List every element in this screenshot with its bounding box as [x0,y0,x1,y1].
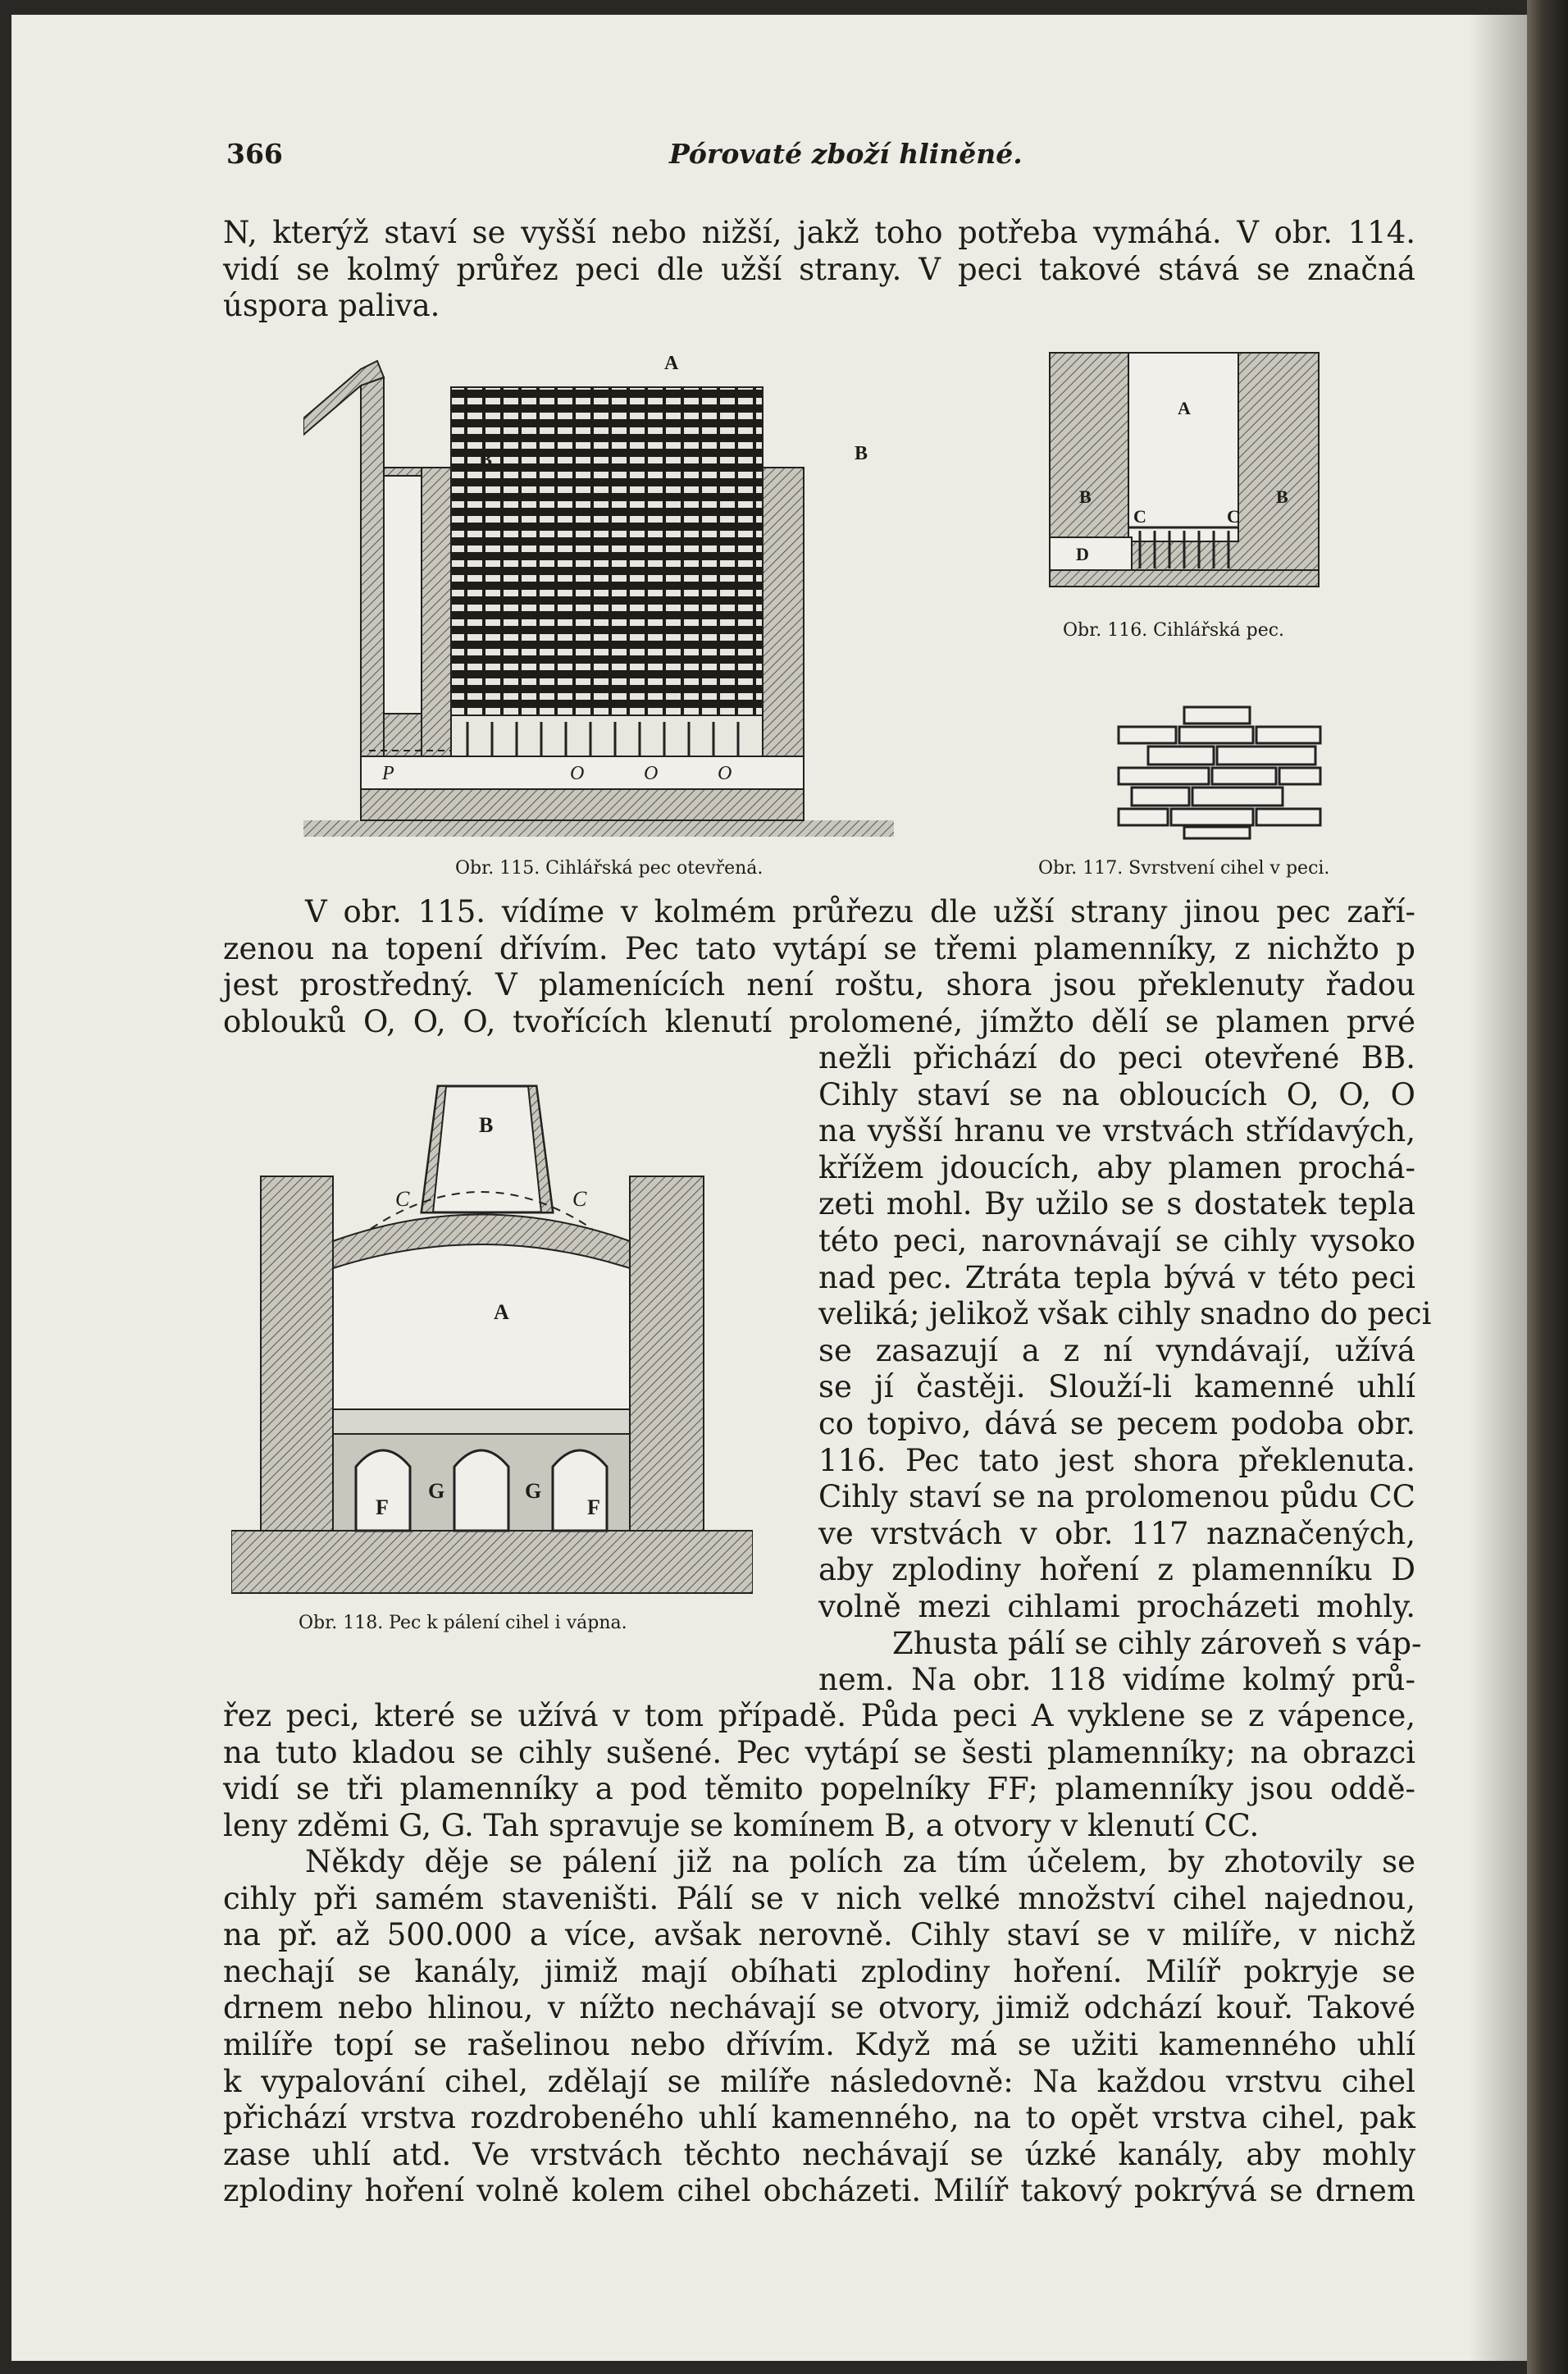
label-o-3: O [718,763,732,784]
text-line: křížem jdoucích, aby plamen prochá- [818,1149,1415,1185]
page-number: 366 [226,138,283,170]
text-line: jest prostředný. V plamenících není roštu, shora jsou překlenuty řadou [223,967,1415,1003]
label-b-left: B [479,450,493,471]
figure-115-kiln-open [303,336,899,837]
text-line: na vyšší hranu ve vrstvách střídavých, [818,1113,1415,1149]
figure-117-caption: Obr. 117. Svrstvení cihel v peci. [1038,858,1330,879]
label-b-right: B [1276,486,1288,507]
figure-117-brick-stacking [1115,704,1325,842]
text-line: zase uhlí atd. Ve vrstvách těchto nechávají se úzké kanály, aby mohly [223,2136,1415,2172]
text-line: N, kterýž staví se vyšší nebo nižší, jakž toho potřeba vymáhá. V obr. 114. [223,215,1415,250]
text-line: na př. až 500.000 a více, avšak nerovně. Cihly staví se v milíře, v nichž [223,1917,1415,1953]
running-header [226,138,1415,174]
book-spine [1527,0,1568,2374]
text-line: úspora paliva. [223,288,440,324]
text-line: této peci, narovnávají se cihly vysoko [818,1222,1415,1258]
text-line: aby zplodiny hoření z plamenníku D [818,1552,1415,1588]
page-gutter-shadow [1470,15,1527,2361]
label-b-right: B [855,443,868,464]
label-a: A [664,353,679,374]
text-line: na tuto kladou se cihly sušené. Pec vytápí se šesti plamenníky; na obrazci [223,1734,1415,1770]
text-line: cihly při samém staveništi. Pálí se v nich velké množství cihel najednou, [223,1880,1415,1916]
text-line: leny zděmi G, G. Tah spravuje se komínem B, a otvory v klenutí CC. [223,1807,1260,1843]
text-line: nežli přichází do peci otevřené BB. [818,1040,1415,1075]
paragraph-2-continued [223,1698,1415,1844]
paragraph-2-column [818,1040,1432,1699]
figure-115-caption: Obr. 115. Cihlářská pec otevřená. [455,858,763,879]
text-line: drnem nebo hlinou, v nížto nechávají se otvory, jimiž odchází kouř. Takové [223,1990,1415,2026]
label-p: P [382,763,394,784]
text-line: zplodiny hoření volně kolem cihel obcházeti. Milíř takový pokrývá se drnem [223,2173,1415,2209]
text-line: nad pec. Ztráta tepla bývá v této peci [818,1259,1415,1295]
text-line: Zhusta pálí se cihly zároveň s váp- [892,1625,1422,1661]
text-line: volně mezi cihlami procházeti mohly. [818,1588,1415,1624]
running-title: Pórovaté zboží hliněné. [669,138,1023,170]
text-line: Někdy děje se pálení již na polích za tím účelem, by zhotovily se [305,1844,1415,1879]
paragraph-2 [223,894,1415,1040]
label-a: A [494,1300,509,1324]
label-c-left: C [395,1187,410,1211]
text-line: 116. Pec tato jest shora překlenuta. [818,1442,1415,1478]
text-line: Cihly staví se na prolomenou půdu CC [818,1479,1415,1515]
paragraph-1 [223,215,1415,325]
label-f-left: F [376,1495,389,1519]
text-line: se jí častěji. Slouží-li kamenné uhlí [818,1369,1415,1405]
text-line: ve vrstvách v obr. 117 naznačených, [818,1515,1415,1551]
text-line: Cihly staví se na obloucích O, O, O [818,1076,1415,1112]
label-b-left: B [1079,486,1092,507]
label-c-left: C [1133,506,1146,527]
text-line: přichází vrstva rozdrobeného uhlí kamenného, na to opět vrstva cihel, pak [223,2100,1415,2136]
label-o-2: O [644,763,659,784]
text-line: veliká; jelikož však cihly snadno do peci [818,1296,1432,1332]
text-line: řez peci, které se užívá v tom případě. Půda peci A vyklene se z vápence, [223,1698,1415,1733]
text-line: vidí se kolmý průřez peci dle užší strany. V peci takové stává se značná [223,251,1415,287]
text-line: vidí se tři plamenníky a pod těmito popelníky FF; plamenníky jsou oddě- [223,1771,1415,1807]
label-c-right: C [1227,506,1240,527]
label-g-right: G [525,1479,542,1503]
label-g-left: G [428,1479,445,1503]
text-line: k vypalování cihel, zdělají se milíře následovně: Na každou vrstvu cihel [223,2063,1415,2099]
label-c-right: C [572,1187,587,1211]
text-line: se zasazují a z ní vyndávají, užívá [818,1332,1415,1368]
text-line: V obr. 115. vídíme v kolmém průřezu dle užší strany jinou pec zaří- [305,894,1415,929]
text-line: nem. Na obr. 118 vidíme kolmý prů- [818,1662,1415,1698]
text-line: co topivo, dává se pecem podoba obr. [818,1405,1415,1441]
figure-116-caption: Obr. 116. Cihlářská pec. [1063,620,1285,641]
figure-116-kiln [1042,349,1329,607]
label-f-right: F [587,1495,600,1519]
paragraph-3 [223,1844,1415,2210]
text-line: milíře topí se rašelinou nebo dřívím. Když má se užiti kamenného uhlí [223,2026,1415,2062]
label-d: D [1076,544,1089,564]
label-o-1: O [570,763,585,784]
text-line: oblouků O, O, O, tvořících klenutí prolomené, jímžto dělí se plamen prvé [223,1003,1415,1039]
text-line: zeti mohl. By užilo se s dostatek tepla [818,1186,1415,1222]
text-line: nechají se kanály, jimiž mají obíhati zplodiny hoření. Milíř pokryje se [223,1953,1415,1989]
label-b: B [479,1113,494,1137]
label-a: A [1178,398,1191,418]
figure-118-kiln-bricks-lime [231,1081,753,1598]
text-line: zenou na topení dřívím. Pec tato vytápí se třemi plamenníky, z nichžto p [223,930,1415,966]
figure-118-caption: Obr. 118. Pec k pálení cihel i vápna. [299,1613,627,1633]
